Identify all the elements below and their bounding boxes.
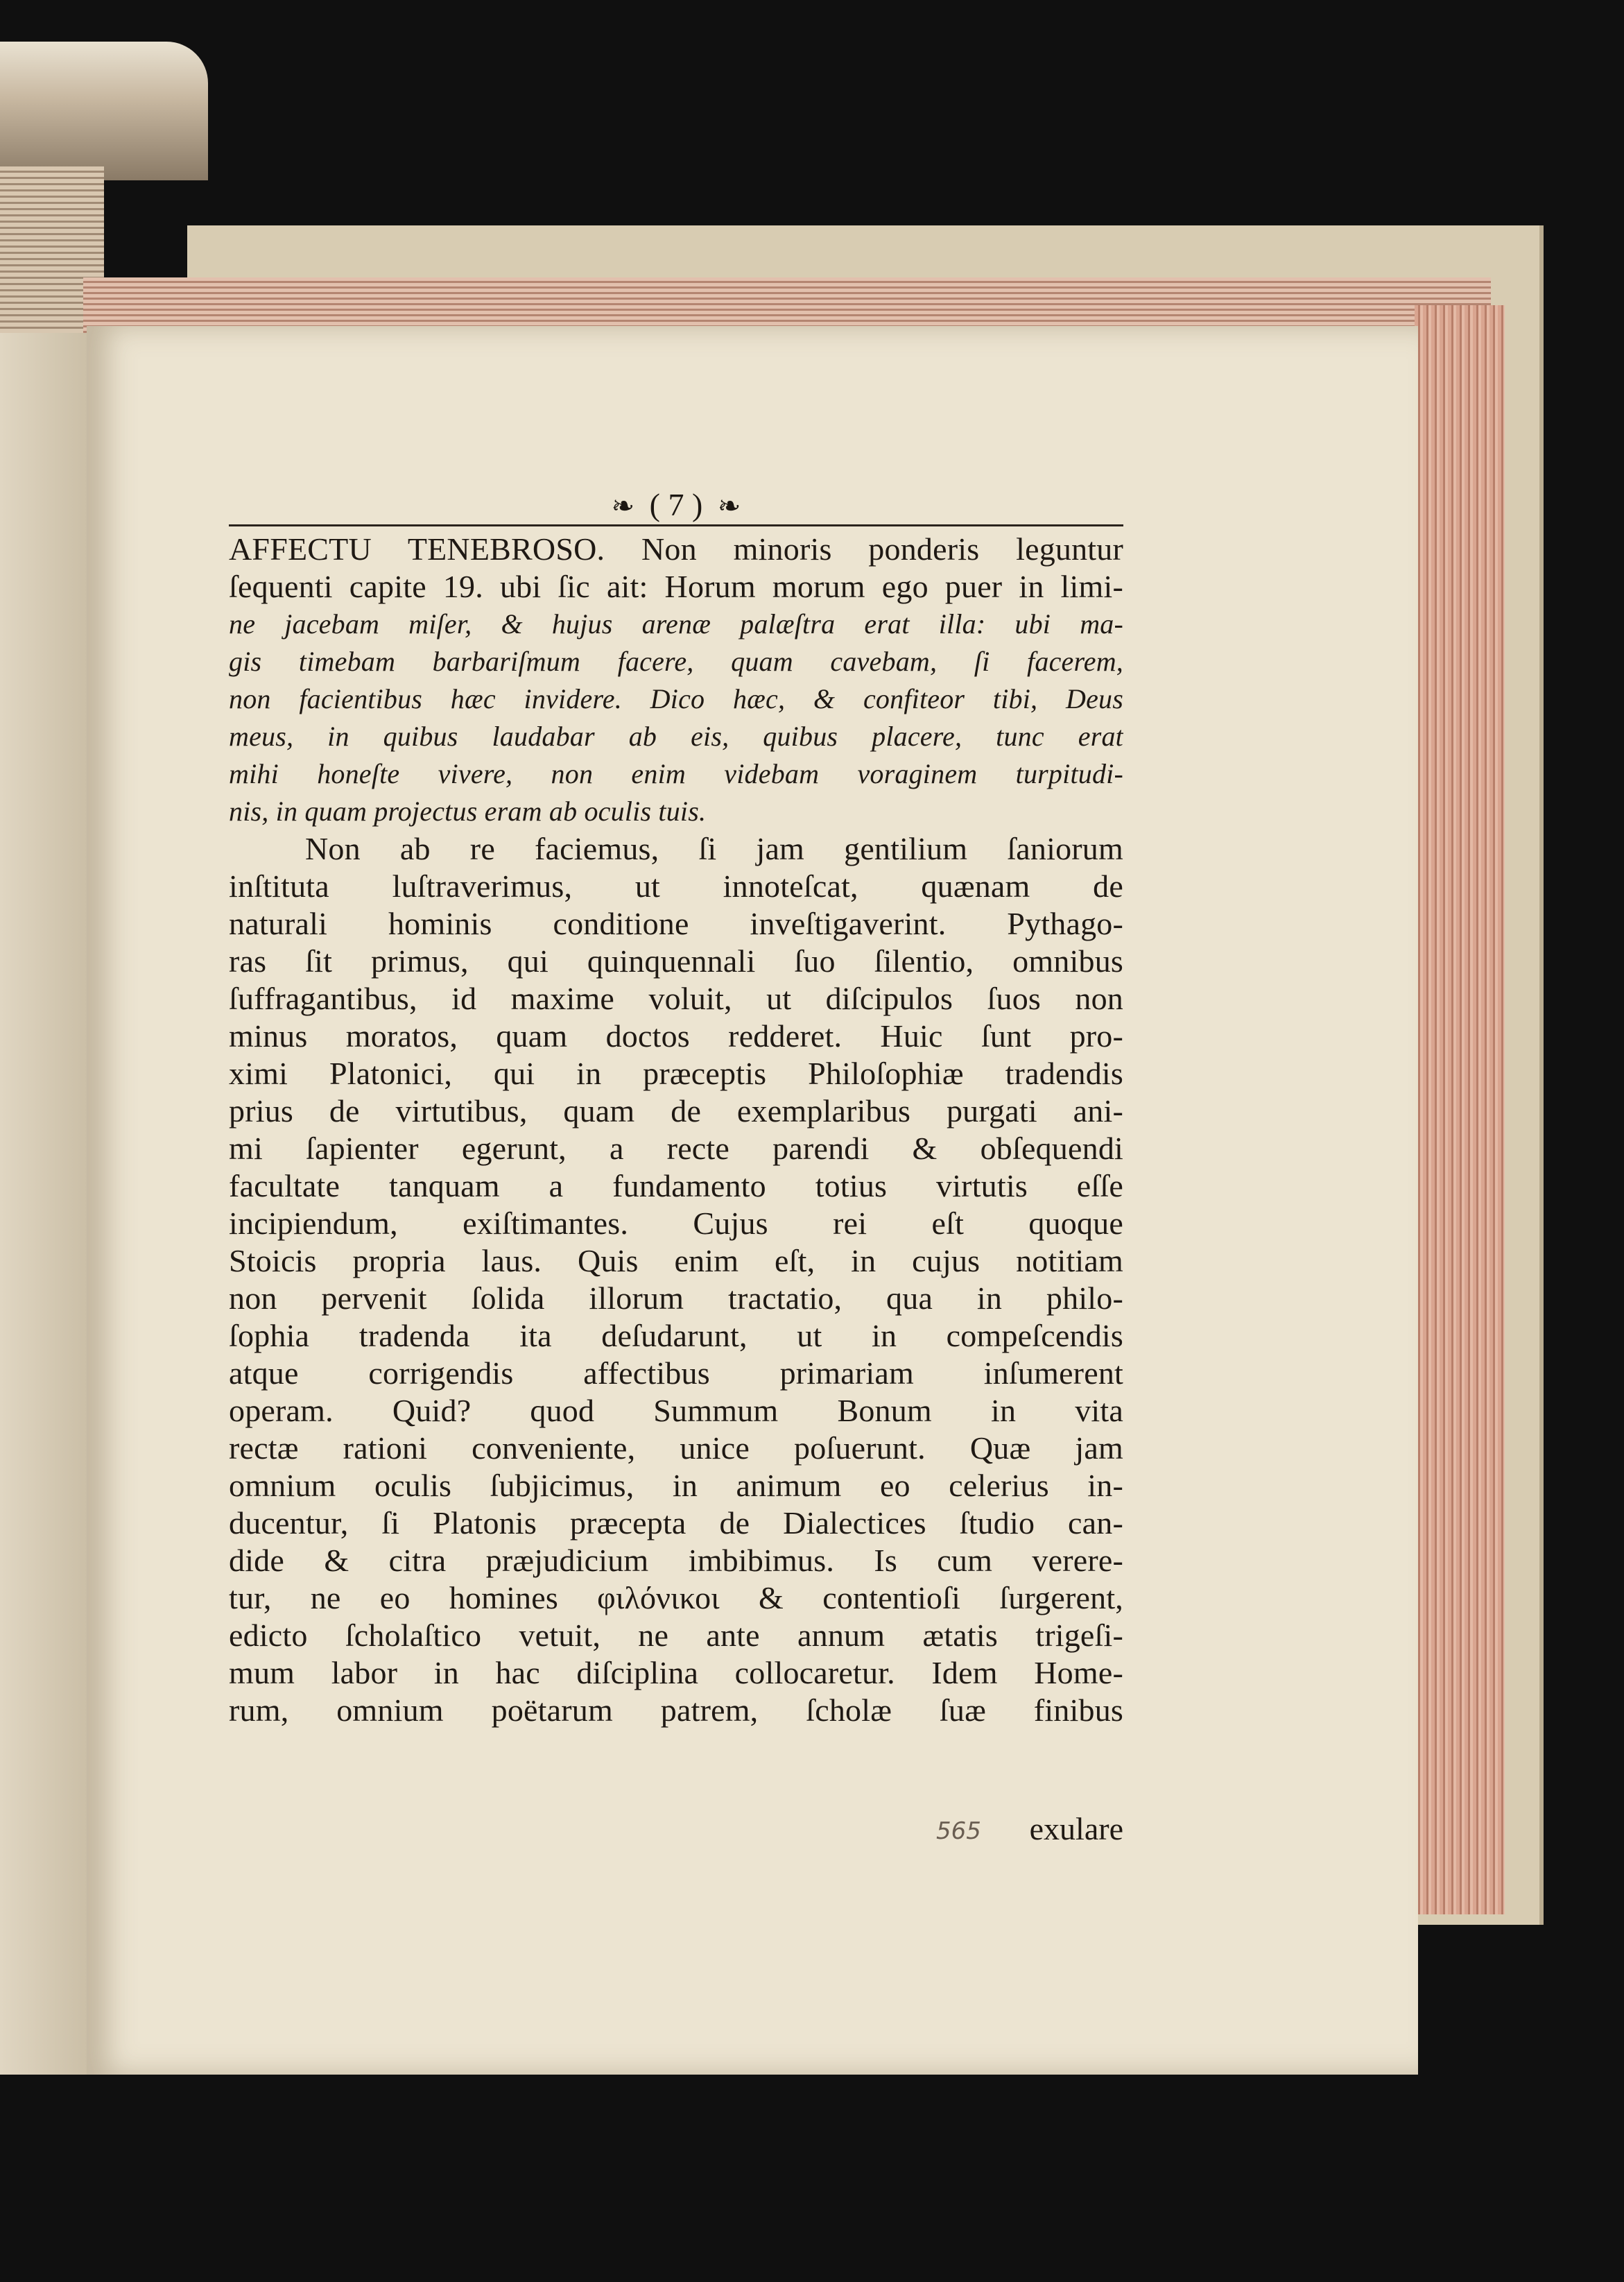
text-line: mum labor in hac diſciplina collocaretur. Idem Home-	[229, 1655, 1123, 1690]
text-line: non pervenit ſolida illorum tractatio, qua in philo-	[229, 1280, 1123, 1316]
text-line: rum, omnium poëtarum patrem, ſcholæ ſuæ finibus	[229, 1692, 1123, 1728]
right-page-edges	[1415, 305, 1505, 1914]
text-line: ſuffragantibus, id maxime voluit, ut diſcipulos ſuos non	[229, 981, 1123, 1016]
text-line: incipiendum, exiſtimantes. Cujus rei eſt quoque	[229, 1206, 1123, 1241]
text-line: ras ſit primus, qui quinquennali ſuo ſilentio, omnibus	[229, 943, 1123, 979]
text-line: atque corrigendis affectibus primariam inſumerent	[229, 1355, 1123, 1391]
text-line: ſophia tradenda ita deſudarunt, ut in compeſcendis	[229, 1318, 1123, 1353]
text-line: minus moratos, quam doctos redderet. Huic ſunt pro-	[229, 1018, 1123, 1054]
text-line: operam. Quid? quod Summum Bonum in vita	[229, 1393, 1123, 1428]
text-line: prius de virtutibus, quam de exemplaribus purgati ani-	[229, 1093, 1123, 1129]
text-line: mi ſapienter egerunt, a recte parendi & obſequendi	[229, 1131, 1123, 1166]
text-line: tur, ne eo homines φιλόνικοι & contentioſi ſurgerent,	[229, 1580, 1123, 1615]
text-line: gis timebam barbariſmum facere, quam cavebam, ſi facerem,	[229, 646, 1123, 677]
text-line: Stoicis propria laus. Quis enim eſt, in cujus notitiam	[229, 1243, 1123, 1278]
text-line: AFFECTU TENEBROSO. Non minoris ponderis leguntur	[229, 531, 1123, 567]
text-line: ſequenti capite 19. ubi ſic ait: Horum morum ego puer in limi-	[229, 569, 1123, 604]
text-line: dide & citra præjudicium imbibimus. Is cum verere-	[229, 1543, 1123, 1578]
page-number: ( 7 )	[649, 487, 703, 522]
text-line: ximi Platonici, qui in præceptis Philoſophiæ tradendis	[229, 1056, 1123, 1091]
body-text	[229, 531, 1123, 1729]
text-line: ne jacebam miſer, & hujus arenæ palæſtra erat illa: ubi ma-	[229, 608, 1123, 640]
text-line: nis, in quam projectus eram ab oculis tuis.	[229, 796, 707, 827]
catchword: exulare	[1029, 1811, 1123, 1846]
text-line: omnium oculis ſubjicimus, in animum eo celerius in-	[229, 1468, 1123, 1503]
ornament-right-icon: ❧	[717, 490, 741, 522]
text-line: ducentur, ſi Platonis præcepta de Dialectices ſtudio can-	[229, 1505, 1123, 1541]
text-block	[229, 486, 1123, 2282]
text-line: Non ab re faciemus, ſi jam gentilium ſaniorum	[305, 831, 1123, 866]
text-line: rectæ rationi conveniente, unice poſuerunt. Quæ jam	[229, 1430, 1123, 1466]
pencil-annotation: 565	[936, 1817, 981, 1845]
text-line: naturali hominis conditione inveſtigaverint. Pythago-	[229, 906, 1123, 941]
left-page-margin	[0, 333, 87, 2075]
text-line: meus, in quibus laudabar ab eis, quibus placere, tunc erat	[229, 721, 1123, 752]
running-header	[229, 486, 1123, 526]
text-line: facultate tanquam a fundamento totius virtutis eſſe	[229, 1168, 1123, 1203]
text-line: edicto ſcholaſtico vetuit, ne ante annum ætatis trigeſi-	[229, 1618, 1123, 1653]
text-line: inſtituta luſtraverimus, ut innoteſcat, quænam de	[229, 868, 1123, 904]
text-line: non facientibus hæc invidere. Dico hæc, & confiteor tibi, Deus	[229, 683, 1123, 714]
ornament-left-icon: ❧	[611, 490, 635, 522]
book-stack-background	[0, 42, 208, 180]
text-line: mihi honeſte vivere, non enim videbam voraginem turpitudi-	[229, 758, 1123, 789]
